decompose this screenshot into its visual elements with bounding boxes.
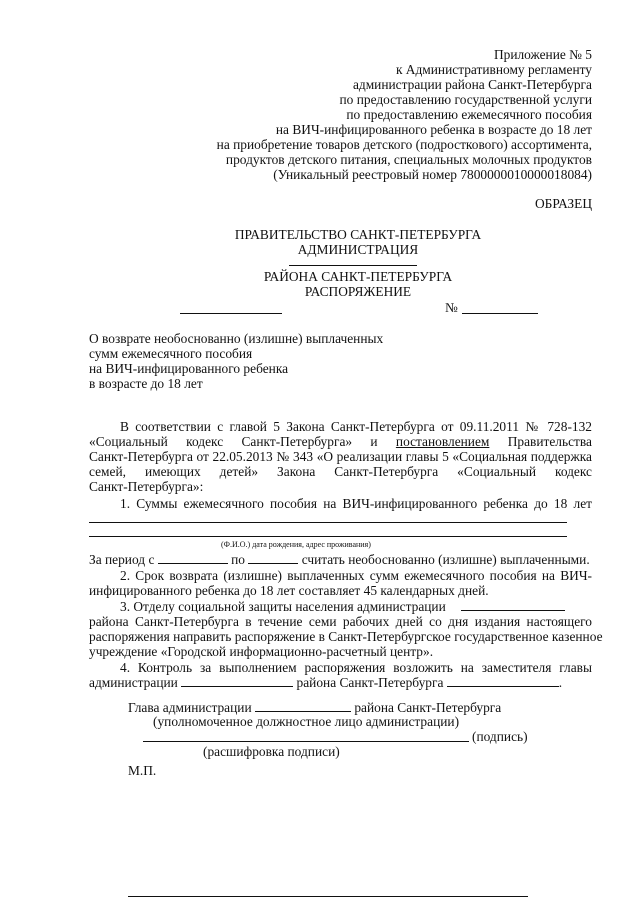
appendix-line: по предоставлению государственной услуги bbox=[339, 92, 592, 107]
subject-line: на ВИЧ-инфицированного ребенка bbox=[89, 361, 289, 376]
decode-label: (расшифровка подписи) bbox=[203, 744, 340, 759]
preamble-row: В соответствии с главой 5 Закона Санкт-Петербурга от 09.11.2011 № 728-132 bbox=[120, 419, 592, 434]
period-from-blank bbox=[158, 552, 228, 564]
head-blank bbox=[255, 700, 351, 712]
preamble-text: Правительства bbox=[507, 434, 592, 449]
preamble-row bbox=[89, 434, 592, 449]
item-3-row: района Санкт-Петербурга в течение семи рабочих дней со дня издания настоящего bbox=[89, 614, 592, 629]
date-line bbox=[180, 313, 282, 314]
item-3-row: учреждение «Городской информационно-расчетный центр». bbox=[89, 644, 434, 659]
gov-title: ПРАВИТЕЛЬСТВО САНКТ-ПЕТЕРБУРГА bbox=[234, 227, 482, 242]
district-title: РАЙОНА САНКТ-ПЕТЕРБУРГА bbox=[263, 269, 453, 284]
item-3-text: 3. Отделу социальной защиты населения администрации bbox=[120, 599, 446, 614]
signature-head-row bbox=[128, 700, 501, 715]
preamble-paragraph bbox=[89, 419, 592, 494]
stamp-label: М.П. bbox=[128, 763, 157, 778]
item-3-blank bbox=[461, 599, 565, 611]
preamble-row: Санкт-Петербурга»: bbox=[89, 479, 204, 494]
item-4 bbox=[89, 660, 592, 690]
item-1-row: 1. Суммы ежемесячного пособия на ВИЧ-инфицированного ребенка до 18 лет bbox=[120, 496, 592, 511]
item-4-period: . bbox=[558, 675, 563, 690]
item-2-row: инфицированного ребенка до 18 лет составляет 45 календарных дней. bbox=[89, 583, 489, 598]
item-4-blank-2 bbox=[447, 675, 559, 687]
period-mid: по bbox=[231, 552, 245, 567]
period-prefix: За период с bbox=[89, 552, 155, 567]
subject-block bbox=[89, 331, 383, 391]
signature-line bbox=[143, 741, 469, 742]
item-4-text: района Санкт-Петербурга bbox=[296, 675, 444, 690]
appendix-line: по предоставлению ежемесячного пособия bbox=[346, 107, 592, 122]
number-line bbox=[462, 313, 538, 314]
head-suffix: района Санкт-Петербурга bbox=[354, 700, 502, 715]
appendix-line: к Административному регламенту bbox=[395, 62, 592, 77]
header-divider bbox=[289, 265, 417, 266]
item-4-text: администрации bbox=[89, 675, 178, 690]
item-4-blank-1 bbox=[181, 675, 293, 687]
subject-line: О возврате необоснованно (излишне) выплаченных bbox=[89, 331, 384, 346]
period-row bbox=[89, 552, 590, 567]
official-label: (уполномоченное должностное лицо администрации) bbox=[153, 714, 460, 729]
item-4-row: 4. Контроль за выполнением распоряжения возложить на заместителя главы bbox=[120, 660, 592, 675]
order-title: РАСПОРЯЖЕНИЕ bbox=[304, 284, 412, 299]
item-3-row: распоряжения направить распоряжение в Санкт-Петербургское государственное казенное bbox=[89, 629, 603, 644]
period-suffix: считать необоснованно (излишне) выплаченными. bbox=[301, 552, 590, 567]
item-1-fill-line bbox=[89, 522, 567, 523]
item-2 bbox=[89, 568, 592, 598]
appendix-block bbox=[217, 47, 592, 182]
item-2-row: 2. Срок возврата (излишне) выплаченных сумм ежемесячного пособия на ВИЧ- bbox=[120, 568, 592, 583]
subject-line: сумм ежемесячного пособия bbox=[89, 346, 253, 361]
decree-link[interactable]: постановлением bbox=[395, 434, 490, 449]
footer-divider bbox=[128, 896, 528, 897]
preamble-row: семей, имеющих детей» Закона Санкт-Петербурга «Социальный кодекс bbox=[89, 464, 592, 479]
period-to-blank bbox=[248, 552, 298, 564]
number-sign: № bbox=[445, 300, 458, 315]
appendix-line: администрации района Санкт-Петербурга bbox=[352, 77, 592, 92]
appendix-line: продуктов детского питания, специальных молочных продуктов bbox=[225, 152, 592, 167]
sign-label: (подпись) bbox=[472, 729, 528, 744]
appendix-line: Приложение № 5 bbox=[493, 47, 592, 62]
appendix-line: на ВИЧ-инфицированного ребенка в возрасте до 18 лет bbox=[275, 122, 592, 137]
preamble-text: «Социальный кодекс Санкт-Петербурга» и bbox=[89, 434, 378, 449]
fio-caption: (Ф.И.О.) дата рождения, адрес проживания) bbox=[221, 540, 371, 549]
item-3 bbox=[89, 599, 603, 659]
item-1 bbox=[89, 496, 592, 511]
item-3-row bbox=[89, 599, 592, 614]
admin-title: АДМИНИСТРАЦИЯ bbox=[297, 242, 419, 257]
appendix-line: на приобретение товаров детского (подросткового) ассортимента, bbox=[216, 137, 592, 152]
sample-label: ОБРАЗЕЦ bbox=[535, 196, 592, 211]
head-prefix: Глава администрации bbox=[128, 700, 252, 715]
subject-line: в возрасте до 18 лет bbox=[89, 376, 203, 391]
item-4-row bbox=[89, 675, 592, 690]
appendix-line: (Уникальный реестровый номер 7800000010000018084) bbox=[273, 167, 592, 182]
preamble-row: Санкт-Петербурга от 22.05.2013 № 343 «О реализации главы 5 «Социальная поддержка bbox=[89, 449, 592, 464]
